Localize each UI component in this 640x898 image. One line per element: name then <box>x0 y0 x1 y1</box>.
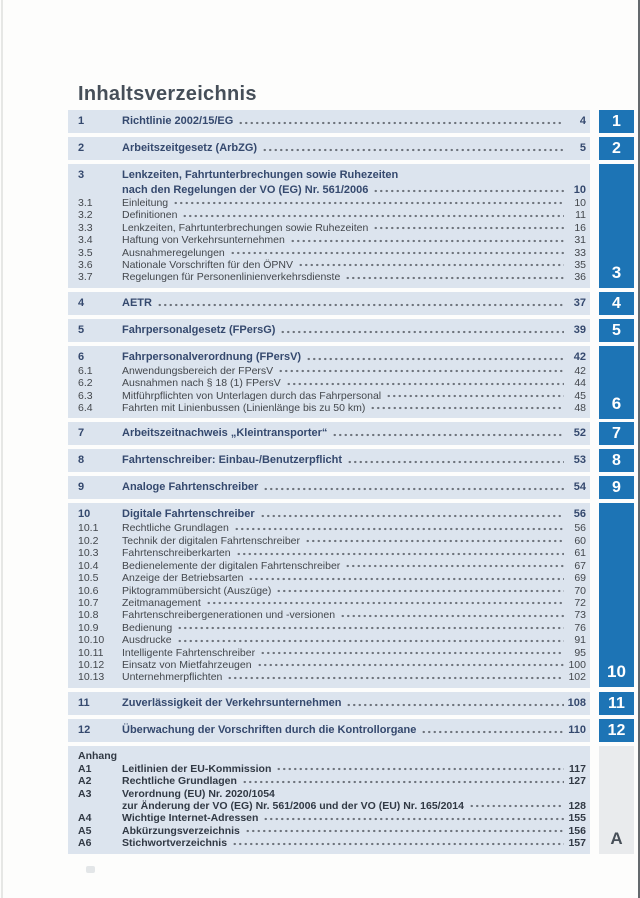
dotted-leader <box>469 802 564 810</box>
toc-section <box>68 746 590 854</box>
toc-entry-title: Fahrtenschreiber: Einbau-/Benutzerpflicht <box>122 454 343 467</box>
toc-entry-title: Fahrpersonalverordnung (FPersV) <box>122 350 302 363</box>
toc-entry-number: 10.1 <box>78 522 99 535</box>
toc-entry-page-number: 76 <box>574 621 586 634</box>
toc-entry-page-number: 44 <box>574 377 586 390</box>
toc-entry-title: Stichwortverzeichnis <box>122 837 228 850</box>
toc-entry-line <box>78 453 586 468</box>
toc-entry-page-number: 56 <box>573 508 586 521</box>
toc-entry-number: A1 <box>78 762 92 775</box>
side-tab-3: 3 <box>599 164 634 288</box>
toc-entry-number: 3.3 <box>78 221 93 234</box>
dotted-leader <box>340 612 564 620</box>
toc-entry-line <box>78 271 586 283</box>
side-tab-10: 10 <box>599 503 634 687</box>
toc-entry-page-number: 156 <box>568 824 586 837</box>
toc-entry-number: 10.4 <box>78 559 99 572</box>
toc-entry-line <box>78 141 586 156</box>
toc-entry-page-number: 39 <box>573 323 586 336</box>
toc-entry-page-number: 102 <box>568 671 586 684</box>
toc-entry-number: 3.6 <box>78 259 93 272</box>
toc-entry-title: Piktogrammübersicht (Auszüge) <box>122 584 272 597</box>
toc-entry-number: 2 <box>78 142 85 154</box>
dotted-leader <box>242 778 564 786</box>
dotted-leader <box>263 485 564 493</box>
toc-entry-line <box>78 390 586 402</box>
toc-entry-title: Rechtliche Grundlagen <box>122 775 237 788</box>
toc-entry-number: 3.1 <box>78 197 93 209</box>
dotted-leader <box>260 512 564 520</box>
toc-entry-number: 10.11 <box>78 646 104 659</box>
toc-entry-page-number: 4 <box>579 115 586 127</box>
toc-entry-number: 4 <box>78 296 85 309</box>
toc-entry-title: Definitionen <box>122 209 178 222</box>
toc-entry-line <box>78 222 586 234</box>
toc-entry-number: 10.2 <box>78 534 99 547</box>
side-tab-8: 8 <box>599 449 634 472</box>
side-tab-11: 11 <box>599 692 634 715</box>
toc-entry-page-number: 91 <box>574 634 586 647</box>
toc-entry-page-number: 157 <box>568 837 586 850</box>
toc-entry-page-number: 54 <box>573 481 586 494</box>
toc-entry-number: 3 <box>78 169 85 181</box>
dotted-leader <box>373 187 564 195</box>
toc-entry-page-number: 72 <box>574 596 586 609</box>
toc-entry-line <box>78 350 586 365</box>
toc-appendix-heading-label: Anhang <box>78 749 118 762</box>
toc-entry-title: Digitale Fahrtenschreiber <box>122 508 255 521</box>
toc-entry-page-number: 45 <box>574 389 586 402</box>
dotted-leader <box>177 637 564 645</box>
side-tab-6: 6 <box>599 346 634 419</box>
toc-section <box>68 692 590 715</box>
toc-entry-number: 10.6 <box>78 584 99 597</box>
toc-entry-title: Zeitmanagement <box>122 596 201 609</box>
side-tab-7: 7 <box>599 422 634 445</box>
toc-entry-page-number: 60 <box>574 534 586 547</box>
toc-entry-line <box>78 647 586 659</box>
toc-entry-title: Bedienung <box>122 621 173 634</box>
toc-entry-line <box>78 259 586 271</box>
toc-entry-title: Fahrten mit Linienbussen (Linienlänge bis zu 50 km) <box>122 402 366 415</box>
toc-section <box>68 449 590 472</box>
toc-entry-number: 12 <box>78 723 91 736</box>
toc-entry-title: Überwachung der Vorschriften durch die Kontrollorgane <box>122 723 417 736</box>
toc-section <box>68 476 590 499</box>
dotted-leader <box>421 728 564 736</box>
toc-entry-page-number: 36 <box>574 271 586 284</box>
toc-entry-line <box>78 426 586 441</box>
toc-entry-number: A5 <box>78 824 92 837</box>
toc-entry-line <box>78 696 586 711</box>
toc-entry-page-number: 61 <box>574 547 586 560</box>
dotted-leader <box>157 301 564 309</box>
toc-entry-title: Fahrtenschreiberkarten <box>122 547 231 560</box>
dotted-leader <box>332 431 564 439</box>
toc-entry-title: Einleitung <box>122 197 169 209</box>
toc-entry-title: Wichtige Internet-Adressen <box>122 812 259 825</box>
dotted-leader <box>298 261 564 269</box>
dotted-leader <box>305 537 564 545</box>
toc-entry-number: 10.10 <box>78 634 105 647</box>
dotted-leader <box>345 274 564 282</box>
toc-entry-title: Arbeitszeitgesetz (ArbZG) <box>122 142 258 154</box>
toc-section <box>68 422 590 445</box>
toc-entry-line <box>78 788 586 800</box>
toc-entry-number: 1 <box>78 115 85 127</box>
toc-entry-title: nach den Regelungen der VO (EG) Nr. 561/2006 <box>122 184 369 196</box>
toc-entry-title: Richtlinie 2002/15/EG <box>122 115 234 127</box>
toc-entry-line <box>78 547 586 559</box>
toc-entry-page-number: 73 <box>574 609 586 622</box>
dotted-leader <box>260 649 564 657</box>
toc-entry-number: A3 <box>78 787 92 800</box>
dotted-leader <box>227 674 564 682</box>
dotted-leader <box>345 562 564 570</box>
toc-entry-page-number: 10 <box>574 197 586 209</box>
toc-entry-number: 10.8 <box>78 609 99 622</box>
toc-entry-title: Unternehmerpflichten <box>122 671 223 684</box>
toc-entry-line <box>78 825 586 837</box>
toc-entry-title: Ausnahmen nach § 18 (1) FPersV <box>122 377 281 390</box>
toc-entry-line <box>78 480 586 495</box>
toc-entry-number: 10.5 <box>78 572 99 585</box>
dotted-leader <box>386 392 564 400</box>
toc-entry-number: 10.12 <box>78 658 105 671</box>
toc-entry-title: Rechtliche Grundlagen <box>122 522 229 535</box>
dotted-leader <box>306 355 564 363</box>
toc-entry-page-number: 48 <box>574 402 586 415</box>
scan-left-edge <box>1 0 3 898</box>
toc-entry-number: A4 <box>78 812 92 825</box>
side-tab-1: 1 <box>599 110 634 133</box>
dotted-leader <box>206 599 564 607</box>
toc-entry-title: AETR <box>122 296 152 309</box>
toc-entry-title: Mitführpflichten von Unterlagen durch das Fahrpersonal <box>122 389 382 402</box>
toc-section-list <box>68 110 590 858</box>
toc-appendix-heading <box>78 750 586 763</box>
toc-entry-number: 6 <box>78 350 85 363</box>
toc-entry-line <box>78 659 586 671</box>
toc-entry-number: 6.3 <box>78 389 93 402</box>
toc-entry-title: Analoge Fahrtenschreiber <box>122 481 259 494</box>
side-tab-5: 5 <box>599 319 634 342</box>
dotted-leader <box>238 119 564 127</box>
toc-entry-number: 10.7 <box>78 596 99 609</box>
toc-entry-title: Arbeitszeitnachweis „Kleintransporter“ <box>122 427 328 440</box>
toc-entry-line <box>78 634 586 646</box>
toc-entry-number: 6.1 <box>78 364 93 377</box>
toc-entry-title: Fahrtenschreibergenerationen und -versionen <box>122 609 336 622</box>
dotted-leader <box>245 827 564 835</box>
toc-entry-line <box>78 775 586 787</box>
toc-entry-page-number: 35 <box>574 259 586 272</box>
toc-entry-number: 11 <box>78 696 90 709</box>
side-tab-4: 4 <box>599 292 634 315</box>
toc-entry-title: Bedienelemente der digitalen Fahrtenschreiber <box>122 559 341 572</box>
dotted-leader <box>276 765 564 773</box>
toc-entry-line <box>78 812 586 824</box>
toc-entry-page-number: 33 <box>574 246 586 259</box>
dotted-leader <box>290 237 564 245</box>
toc-entry-line <box>78 114 586 129</box>
toc-entry-page-number: 16 <box>574 221 586 234</box>
toc-section <box>68 164 590 288</box>
toc-entry-title: Ausdrucke <box>122 634 172 647</box>
toc-entry-page-number: 10 <box>573 184 586 196</box>
toc-entry-number: 7 <box>78 427 85 440</box>
toc-entry-line <box>78 209 586 221</box>
toc-entry-page-number: 70 <box>574 584 586 597</box>
toc-entry-number: 3.7 <box>78 271 93 284</box>
toc-entry-page-number: 5 <box>579 142 586 154</box>
toc-entry-title: Intelligente Fahrtenschreiber <box>122 646 256 659</box>
dotted-leader <box>276 587 564 595</box>
toc-entry-title: zur Änderung der VO (EG) Nr. 561/2006 und der VO (EU) Nr. 165/2014 <box>122 799 464 812</box>
toc-entry-line <box>78 535 586 547</box>
toc-entry-page-number: 69 <box>574 572 586 585</box>
toc-entry-number: 10.9 <box>78 621 99 634</box>
toc-entry-page-number: 117 <box>569 762 586 775</box>
dotted-leader <box>236 550 564 558</box>
toc-entry-page-number: 155 <box>568 812 586 825</box>
toc-entry-line <box>78 671 586 683</box>
toc-entry-title: Anzeige der Betriebsarten <box>122 572 244 585</box>
toc-entry-number: 8 <box>78 454 85 467</box>
toc-entry-title: Verordnung (EU) Nr. 2020/1054 <box>122 787 275 800</box>
toc-entry-title: Abkürzungsverzeichnis <box>122 824 240 837</box>
toc-entry-page-number: 108 <box>567 696 586 709</box>
dotted-leader <box>373 224 564 232</box>
toc-entry-title: Regelungen für Personenlinienverkehrsdienste <box>122 271 341 284</box>
toc-entry-line <box>78 837 586 849</box>
toc-entry-page-number: 110 <box>568 723 586 736</box>
dotted-leader <box>286 380 564 388</box>
dotted-leader <box>182 212 564 220</box>
page-title: Inhaltsverzeichnis <box>78 83 257 105</box>
toc-entry-line <box>78 183 586 197</box>
toc-entry-line <box>78 507 586 522</box>
toc-section <box>68 319 590 342</box>
toc-entry-page-number: 42 <box>574 364 586 377</box>
side-tab-A: A <box>599 746 634 854</box>
toc-entry-title: Fahrpersonalgesetz (FPersG) <box>122 323 276 336</box>
toc-entry-number: 3.5 <box>78 246 93 259</box>
toc-section <box>68 110 590 133</box>
toc-entry-line <box>78 572 586 584</box>
toc-entry-title: Ausnahmeregelungen <box>122 246 225 259</box>
toc-entry-title: Anwendungsbereich der FPersV <box>122 364 274 377</box>
toc-entry-line <box>78 609 586 621</box>
toc-entry-title: Nationale Vorschriften für den ÖPNV <box>122 259 294 272</box>
dotted-leader <box>257 661 564 669</box>
toc-entry-title: Lenkzeiten, Fahrtunterbrechungen sowie Ruhezeiten <box>122 169 399 181</box>
toc-entry-line <box>78 168 586 183</box>
toc-entry-line <box>78 800 586 812</box>
dotted-leader <box>234 525 564 533</box>
toc-entry-page-number: 11 <box>575 209 586 222</box>
toc-entry-line <box>78 585 586 597</box>
toc-entry-number: 9 <box>78 481 85 494</box>
toc-entry-line <box>78 365 586 377</box>
toc-entry-number: A2 <box>78 775 92 788</box>
dotted-leader <box>280 328 564 336</box>
toc-entry-title: Lenkzeiten, Fahrtunterbrechungen sowie Ruhezeiten <box>122 221 369 234</box>
dotted-leader <box>173 199 564 207</box>
dotted-leader <box>248 575 564 583</box>
dotted-leader <box>347 458 564 466</box>
toc-entry-line <box>78 763 586 775</box>
toc-entry-title: Haftung von Verkehrsunternehmen <box>122 234 285 247</box>
toc-entry-title: Leitlinien der EU-Kommission <box>122 762 272 775</box>
toc-entry-page-number: 31 <box>574 234 586 247</box>
toc-entry-title: Zuverlässigkeit der Verkehrsunternehmen <box>122 696 342 709</box>
toc-entry-number: 3.4 <box>78 234 93 247</box>
toc-entry-page-number: 37 <box>573 296 586 309</box>
side-tab-2: 2 <box>599 137 634 160</box>
toc-entry-number: 3.2 <box>78 209 93 222</box>
toc-entry-page-number: 67 <box>574 559 586 572</box>
toc-entry-number: 10 <box>78 508 91 521</box>
dotted-leader <box>263 815 564 823</box>
toc-entry-number: 10.3 <box>78 547 99 560</box>
toc-entry-number: A6 <box>78 837 92 850</box>
toc-entry-page-number: 56 <box>574 522 586 535</box>
dotted-leader <box>262 146 564 154</box>
toc-entry-number: 5 <box>78 323 85 336</box>
toc-entry-line <box>78 323 586 338</box>
toc-section <box>68 346 590 419</box>
toc-section <box>68 503 590 687</box>
toc-entry-number: 10.13 <box>78 671 105 684</box>
toc-entry-title: Einsatz von Mietfahrzeugen <box>122 658 252 671</box>
toc-entry-number: 6.2 <box>78 377 93 390</box>
toc-entry-line <box>78 296 586 311</box>
toc-entry-page-number: 42 <box>573 350 586 363</box>
toc-entry-line <box>78 197 586 209</box>
toc-entry-line <box>78 560 586 572</box>
toc-entry-line <box>78 522 586 534</box>
toc-section <box>68 137 590 160</box>
toc-entry-page-number: 52 <box>573 427 586 440</box>
toc-section <box>68 719 590 742</box>
toc-entry-title: Technik der digitalen Fahrtenschreiber <box>122 534 301 547</box>
toc-entry-line <box>78 377 586 389</box>
dotted-leader <box>232 840 564 848</box>
dotted-leader <box>230 249 564 257</box>
dotted-leader <box>370 404 564 412</box>
toc-entry-line <box>78 402 586 414</box>
toc-entry-page-number: 95 <box>574 646 586 659</box>
toc-entry-line <box>78 622 586 634</box>
toc-entry-page-number: 53 <box>573 454 586 467</box>
side-tab-12: 12 <box>599 719 634 742</box>
toc-entry-number: 6.4 <box>78 402 93 415</box>
side-tab-9: 9 <box>599 476 634 499</box>
toc-entry-page-number: 100 <box>568 658 586 671</box>
dotted-leader <box>346 701 564 709</box>
toc-entry-line <box>78 234 586 246</box>
dotted-leader <box>278 367 564 375</box>
toc-entry-page-number: 127 <box>568 775 586 788</box>
toc-section <box>68 292 590 315</box>
toc-entry-line <box>78 723 586 738</box>
scan-smudge <box>86 866 95 873</box>
dotted-leader <box>177 624 564 632</box>
toc-entry-page-number: 128 <box>568 799 586 812</box>
toc-entry-line <box>78 597 586 609</box>
toc-entry-line <box>78 247 586 259</box>
